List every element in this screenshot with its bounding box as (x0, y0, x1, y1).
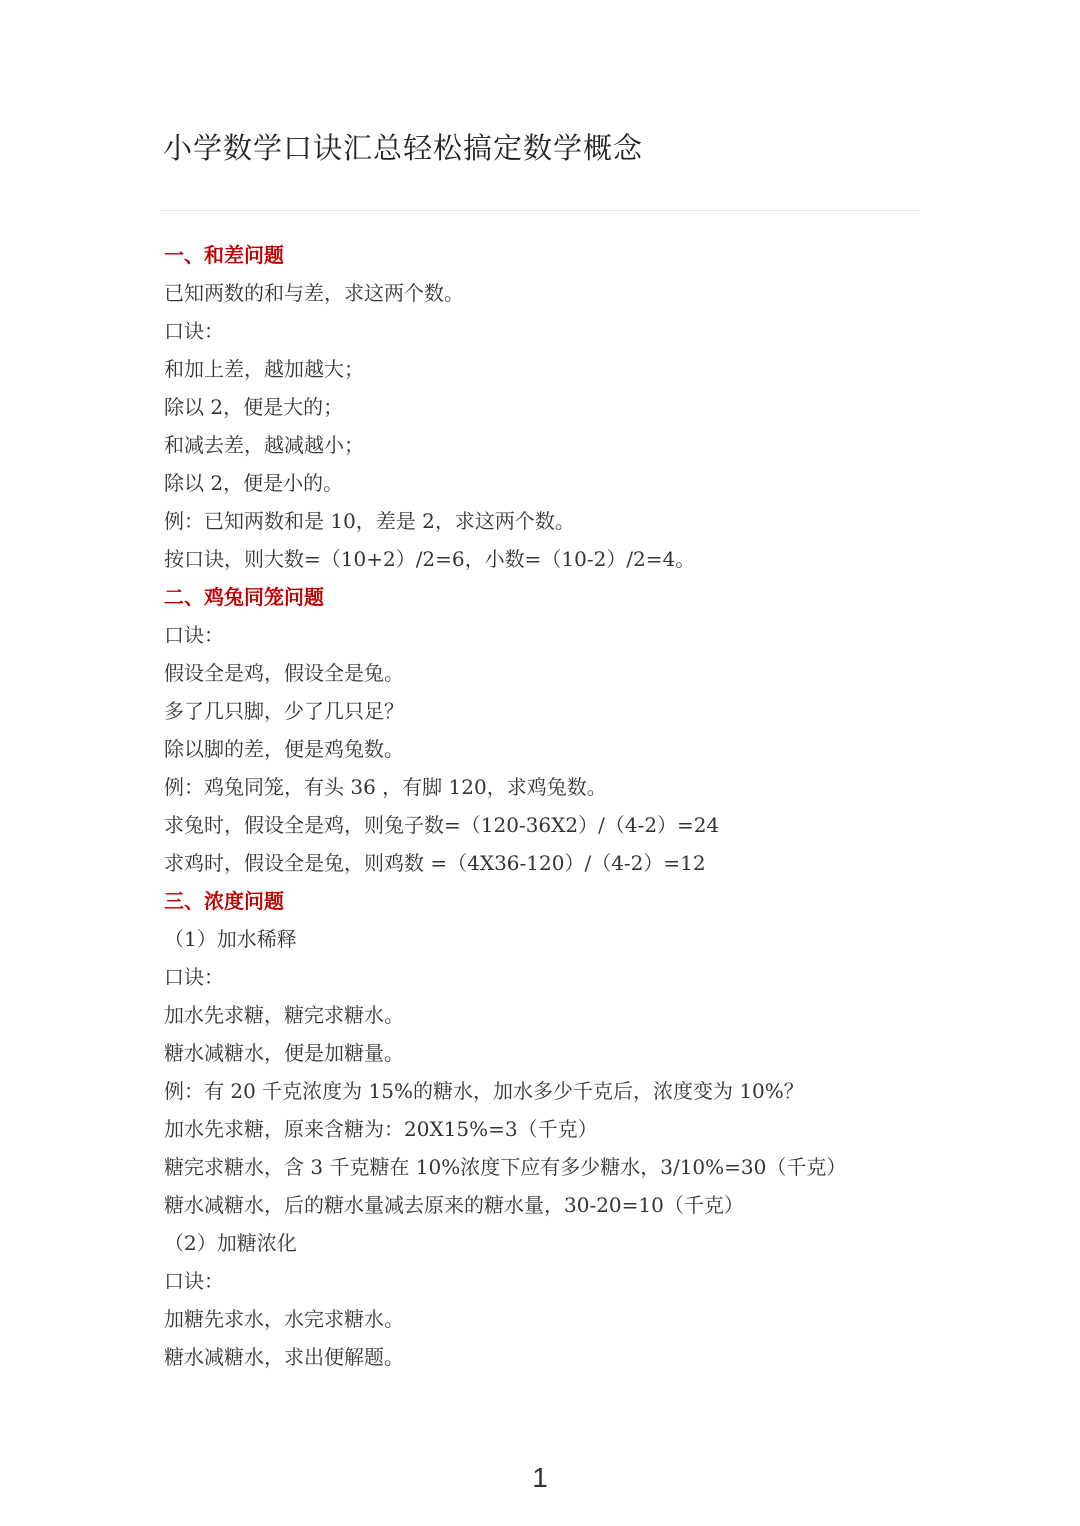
body-line: 假设全是鸡，假设全是兔。 (164, 661, 404, 685)
body-line: 例：有 20 千克浓度为 15%的糖水，加水多少千克后，浓度变为 10%？ (164, 1079, 804, 1103)
body-line: （1）加水稀释 (164, 927, 297, 951)
body-line: 糖水减糖水，求出便解题。 (164, 1345, 404, 1369)
document-body (164, 236, 924, 1376)
body-line: 和加上差，越加越大； (164, 357, 364, 381)
body-line: 口诀： (164, 319, 224, 343)
body-line: 糖水减糖水，后的糖水量减去原来的糖水量，30-20=10（千克） (164, 1193, 744, 1217)
document-title: 小学数学口诀汇总轻松搞定数学概念 (163, 131, 644, 165)
body-line: 按口诀，则大数=（10+2）/2=6，小数=（10-2）/2=4。 (164, 547, 696, 571)
body-line: 口诀： (164, 1269, 224, 1293)
body-line: 加水先求糖，原来含糖为：20X15%=3（千克） (164, 1117, 598, 1141)
body-line: 加水先求糖，糖完求糖水。 (164, 1003, 404, 1027)
section-heading: 二、鸡兔同笼问题 (164, 585, 324, 609)
body-line: 糖完求糖水，含 3 千克糖在 10%浓度下应有多少糖水，3/10%=30（千克） (164, 1155, 847, 1179)
body-line: 求鸡时，假设全是兔，则鸡数 =（4X36-120）/（4-2）=12 (164, 851, 706, 875)
body-line: 除以 2，便是大的； (164, 395, 344, 419)
body-line: 求兔时，假设全是鸡，则兔子数=（120-36X2）/（4-2）=24 (164, 813, 720, 837)
body-line: 口诀： (164, 623, 224, 647)
body-line: 除以脚的差，便是鸡兔数。 (164, 737, 404, 761)
body-line: 多了几只脚，少了几只足？ (164, 699, 404, 723)
section-heading: 三、浓度问题 (164, 889, 284, 913)
body-line: 糖水减糖水，便是加糖量。 (164, 1041, 404, 1065)
section-heading: 一、和差问题 (164, 243, 284, 267)
body-line: 加糖先求水，水完求糖水。 (164, 1307, 404, 1331)
body-line: 和减去差，越减越小； (164, 433, 364, 457)
body-line: 例：已知两数和是 10，差是 2，求这两个数。 (164, 509, 575, 533)
body-line: 例：鸡兔同笼，有头 36 ，有脚 120，求鸡兔数。 (164, 775, 607, 799)
body-line: （2）加糖浓化 (164, 1231, 297, 1255)
body-line: 已知两数的和与差，求这两个数。 (164, 281, 464, 305)
title-divider (160, 210, 920, 211)
page-number: 1 (532, 1462, 548, 1493)
body-line: 除以 2，便是小的。 (164, 471, 344, 495)
body-line: 口诀： (164, 965, 224, 989)
